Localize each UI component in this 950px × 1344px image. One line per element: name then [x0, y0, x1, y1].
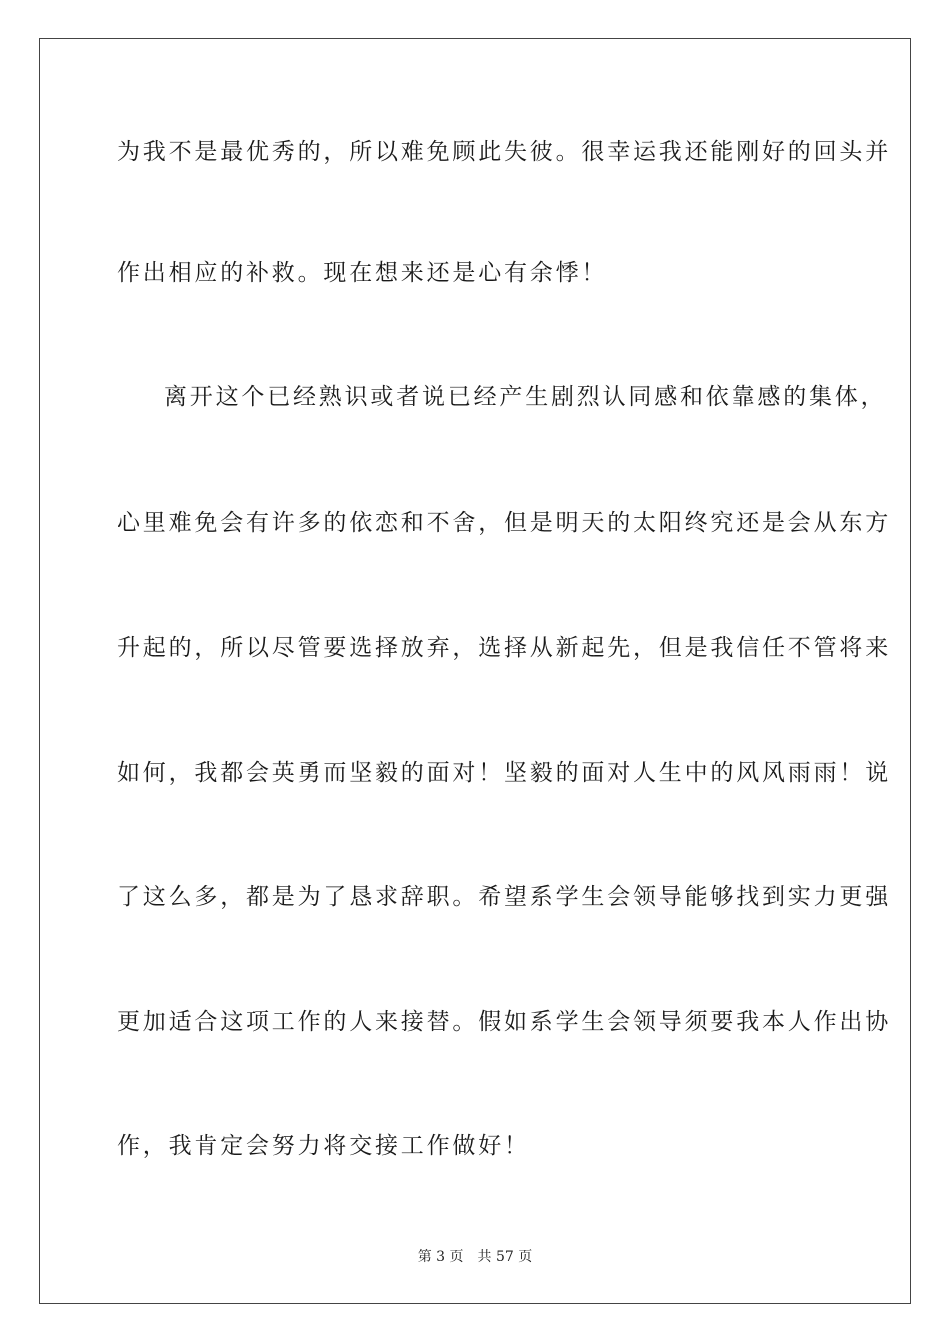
body-text-line-9: 作，我肯定会努力将交接工作做好！: [117, 1133, 530, 1159]
body-text-line-6: 如何，我都会英勇而坚毅的面对！坚毅的面对人生中的风风雨雨！说: [117, 760, 891, 786]
paragraph-start-line: 离开这个已经熟识或者说已经产生剧烈认同感和依靠感的集体，: [164, 384, 887, 410]
body-text-line-8: 更加适合这项工作的人来接替。假如系学生会领导须要我本人作出协: [117, 1009, 891, 1035]
body-text-line-5: 升起的，所以尽管要选择放弃，选择从新起先，但是我信任不管将来: [117, 635, 891, 661]
page-total: 共 57 页: [477, 1249, 533, 1265]
page-footer: [0, 1246, 950, 1266]
page-border: [39, 38, 911, 1304]
body-text-line-4: 心里难免会有许多的依恋和不舍，但是明天的太阳终究还是会从东方: [117, 510, 891, 536]
page-number: 第 3 页: [417, 1249, 464, 1265]
body-text-line-7: 了这么多，都是为了恳求辞职。希望系学生会领导能够找到实力更强: [117, 884, 891, 910]
body-text-line-1: 为我不是最优秀的，所以难免顾此失彼。很幸运我还能刚好的回头并: [117, 139, 891, 165]
body-text-line-2: 作出相应的补救。现在想来还是心有余悸！: [117, 260, 608, 286]
